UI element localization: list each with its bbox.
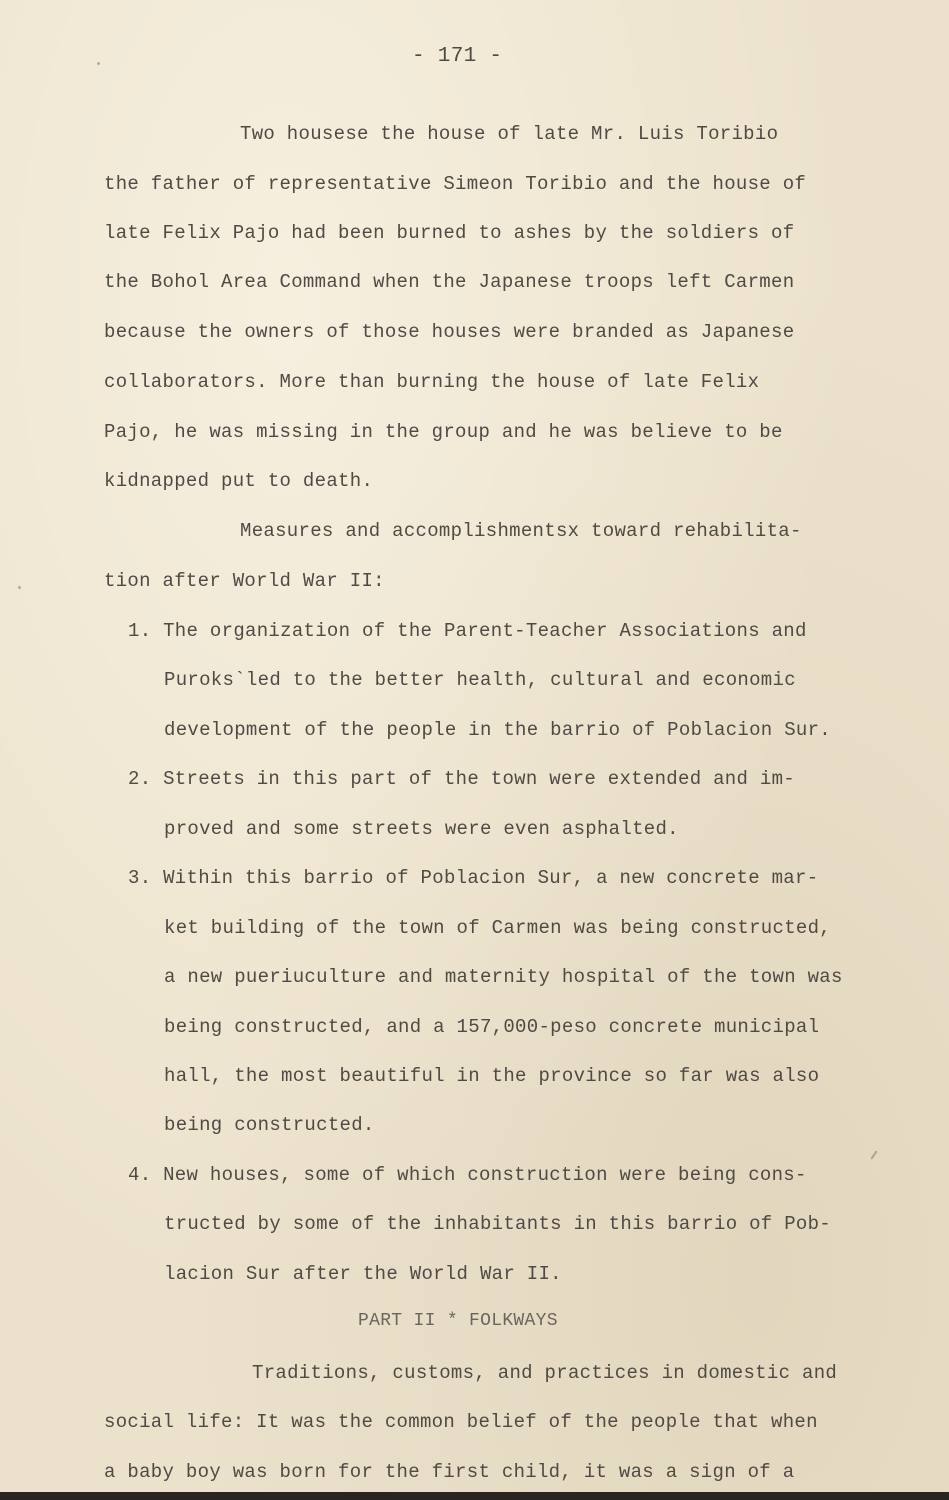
text-line: kidnapped put to death. (104, 470, 374, 492)
text-line: because the owners of those houses were branded as Japanese (104, 321, 795, 343)
text-line: a baby boy was born for the first child, it was a sign of a (104, 1461, 795, 1483)
text-line: Pajo, he was missing in the group and he was believe to be (104, 421, 783, 443)
text-line: Traditions, customs, and practices in domestic and (252, 1362, 838, 1384)
scan-edge (0, 1492, 949, 1500)
list-item: 3. Within this barrio of Poblacion Sur, a new concrete mar- (128, 867, 819, 889)
text-line: Two housese the house of late Mr. Luis Toribio (240, 123, 779, 145)
text-line: collaborators. More than burning the house of late Felix (104, 371, 760, 393)
list-item: lacion Sur after the World War II. (164, 1263, 562, 1285)
paper-speck (97, 62, 100, 65)
text-line: the Bohol Area Command when the Japanese troops left Carmen (104, 271, 795, 293)
list-item: ket building of the town of Carmen was being constructed, (164, 917, 832, 939)
list-item: being constructed, and a 157,000-peso concrete municipal (164, 1016, 820, 1038)
list-item: development of the people in the barrio of Poblacion Sur. (164, 719, 832, 741)
list-item: hall, the most beautiful in the province so far was also (164, 1065, 820, 1087)
section-heading: PART II * FOLKWAYS (358, 1311, 558, 1331)
list-item: tructed by some of the inhabitants in this barrio of Pob- (164, 1213, 832, 1235)
list-item: proved and some streets were even asphalted. (164, 818, 679, 840)
text-line: social life: It was the common belief of the people that when (104, 1411, 818, 1433)
list-item: being constructed. (164, 1114, 375, 1136)
page-number: - 171 - (412, 45, 503, 68)
text-line: tion after World War II: (104, 570, 385, 592)
list-item: 4. New houses, some of which construction were being cons- (128, 1164, 807, 1186)
paper-speck (18, 586, 21, 589)
text-line: late Felix Pajo had been burned to ashes by the soldiers of (104, 222, 795, 244)
list-item: a new pueriuculture and maternity hospital of the town was (164, 966, 843, 988)
list-item: 2. Streets in this part of the town were extended and im- (128, 768, 796, 790)
text-line: Measures and accomplishmentsx toward rehabilita- (240, 520, 802, 542)
list-item: Puroks`led to the better health, cultural and economic (164, 669, 796, 691)
list-item: 1. The organization of the Parent-Teacher Associations and (128, 620, 807, 642)
paper-speck (870, 1150, 877, 1159)
text-line: the father of representative Simeon Toribio and the house of (104, 173, 807, 195)
